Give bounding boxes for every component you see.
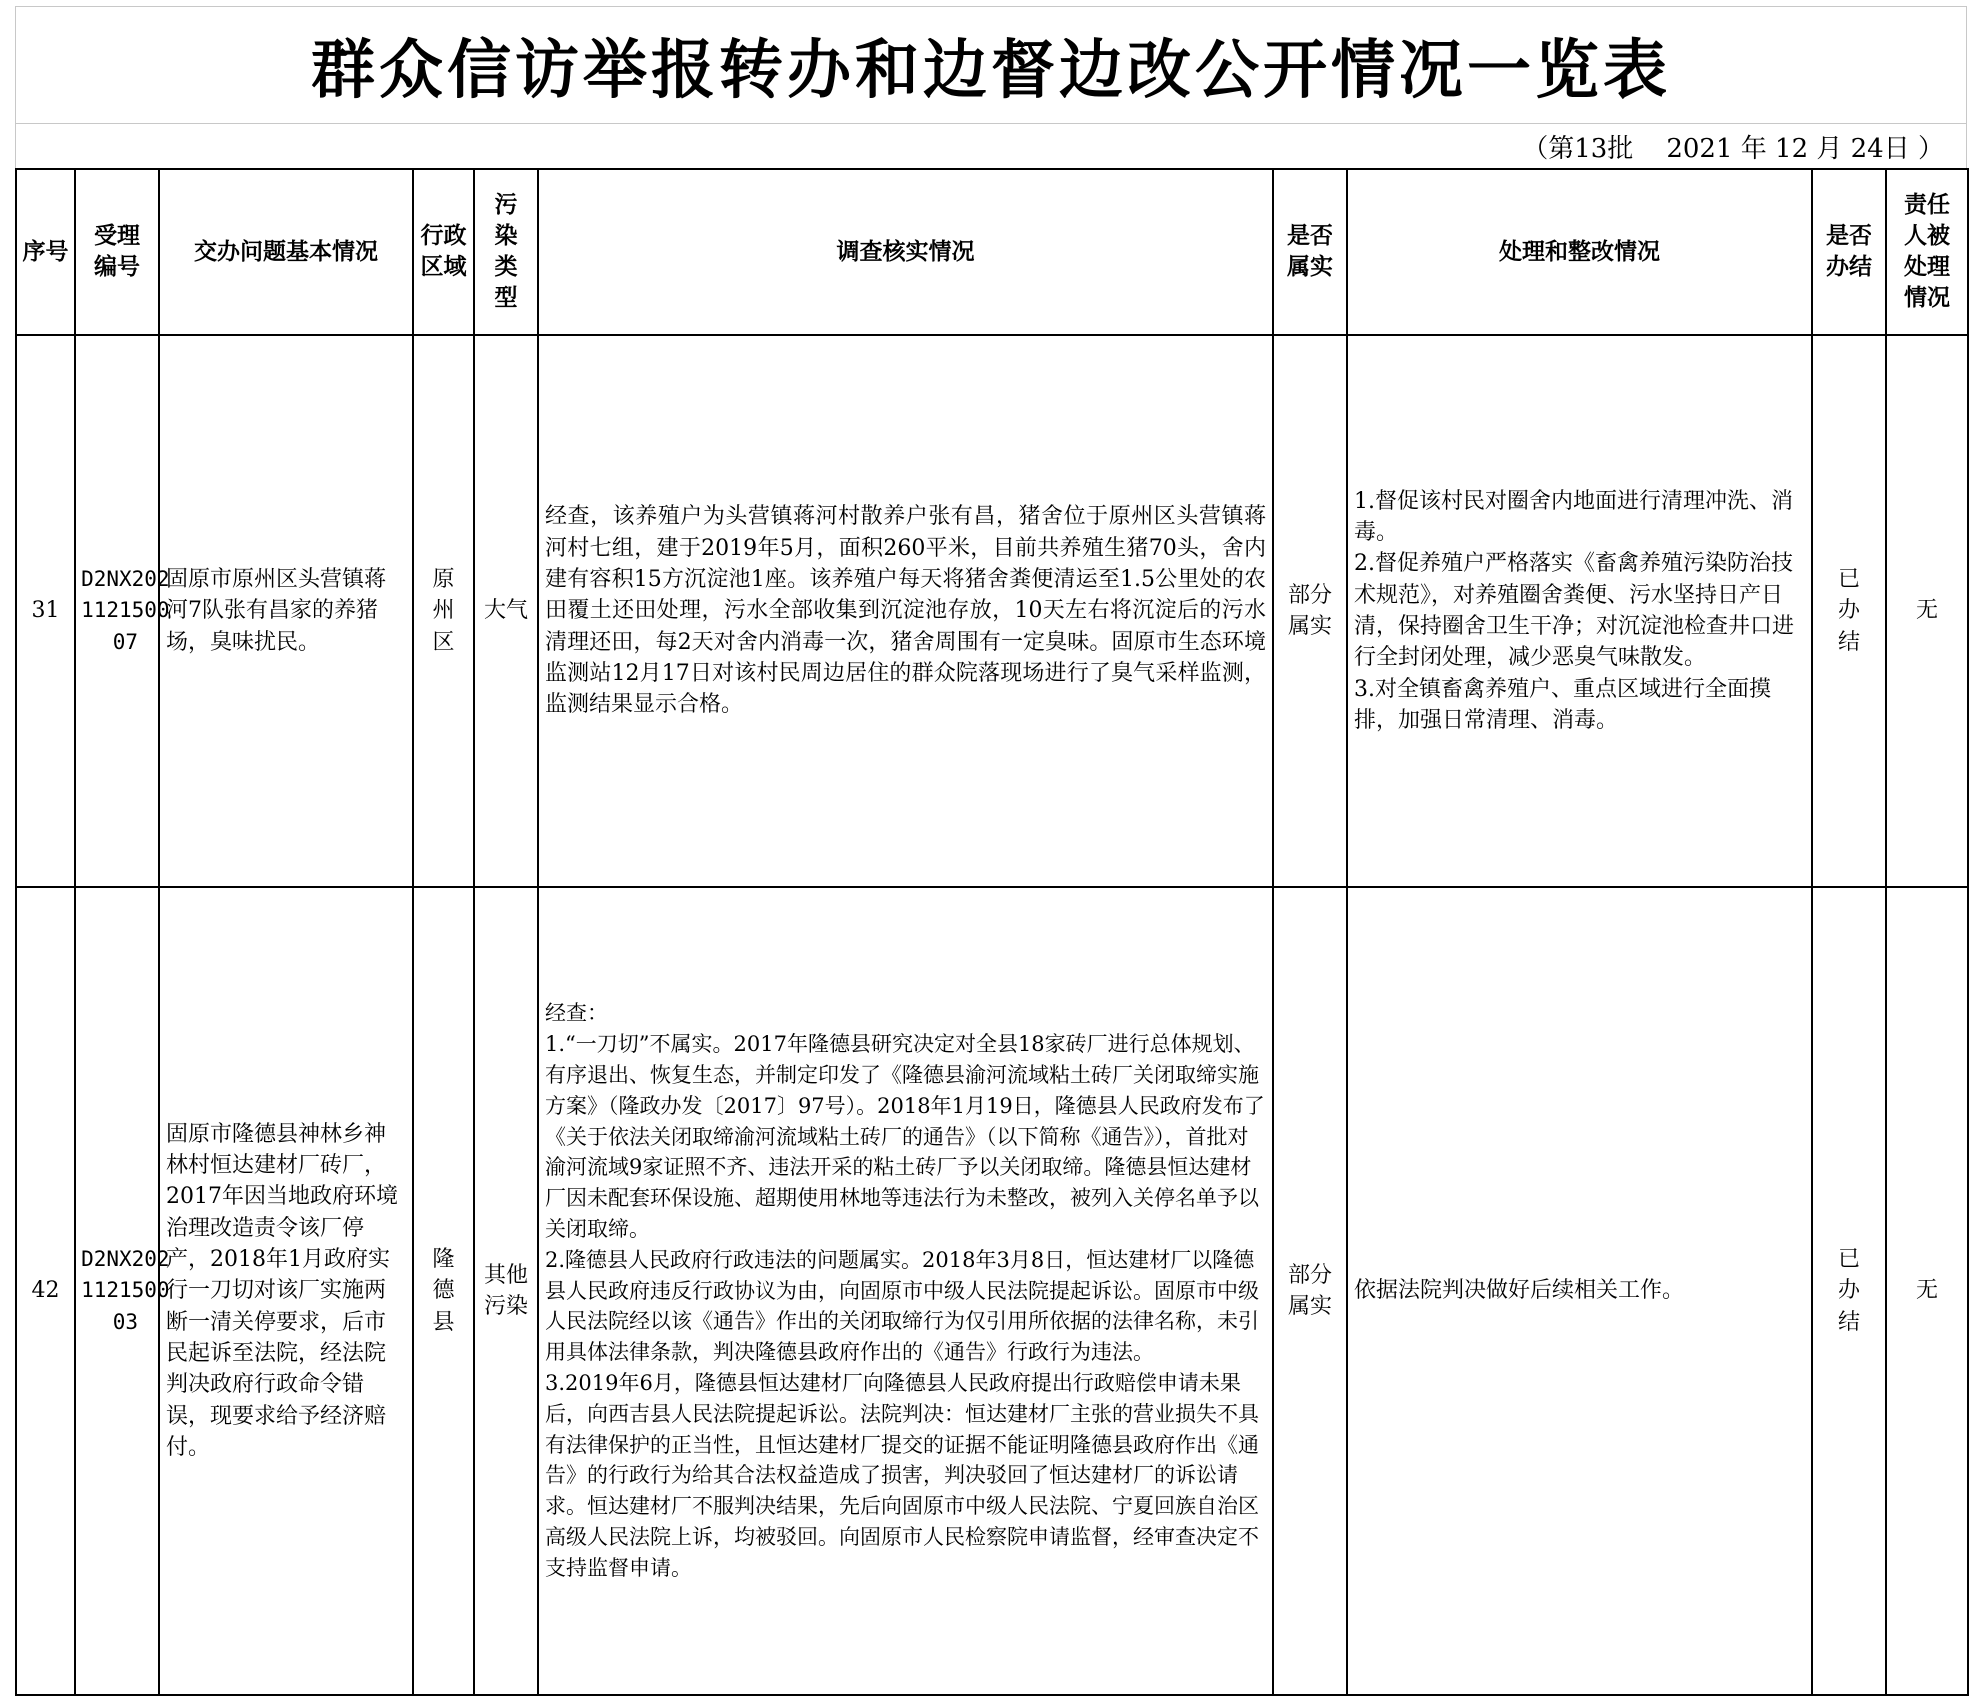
report-table (15, 168, 1969, 1696)
cell-district: 原州区 (413, 335, 474, 887)
cell-verified: 部分属实 (1273, 887, 1347, 1695)
cell-seq: 42 (16, 887, 75, 1695)
cell-seq: 31 (16, 335, 75, 887)
cell-investigation: 经查： 1.“一刀切”不属实。2017年隆德县研究决定对全县18家砖厂进行总体规划、有序退出、恢复生态，并制定印发了《隆德县渝河流域粘土砖厂关闭取缔实施方案》（隆政办发〔2017〕97号）。2018年1月19日，隆德县人民政府发布了《关于依法关闭取缔渝河流域粘土砖厂的通告》（以下简称《通告》），首批对渝河流域9家证照不齐、违法开采的粘土砖厂予以关闭取缔。隆德县恒达建材厂因未配套环保设施、超期使用林地等违法行为未整改，被列入关停名单予以关闭取缔。 2.隆德县人民政府行政违法的问题属实。2018年3月8日，恒达建材厂以隆德县人民政府违反行政协议为由，向固原市中级人民法院提起诉讼。固原市中级人民法院经以该《通告》作出的关闭取缔行为仅引用所依据的法律名称，未引用具体法律条款，判决隆德县政府作出的《通告》行政行为违法。 3.2019年6月，隆德县恒达建材厂向隆德县人民政府提出行政赔偿申请未果后，向西吉县人民法院提起诉讼。法院判决：恒达建材厂主张的营业损失不具有法律保护的正当性，且恒达建材厂提交的证据不能证明隆德县政府作出《通告》的行政行为给其合法权益造成了损害，判决驳回了恒达建材厂的诉讼请求。恒达建材厂不服判决结果，先后向固原市中级人民法院、宁夏回族自治区高级人民法院上诉，均被驳回。向固原市人民检察院申请监督，经审查决定不支持监督申请。 (538, 887, 1273, 1695)
header-investigation: 调查核实情况 (538, 169, 1273, 335)
cell-problem: 固原市原州区头营镇蒋河7队张有昌家的养猪场，臭味扰民。 (159, 335, 413, 887)
header-handling: 处理和整改情况 (1347, 169, 1812, 335)
page-title: 群众信访举报转办和边督边改公开情况一览表 (311, 34, 1671, 108)
header-verified: 是否属实 (1273, 169, 1347, 335)
cell-case-id: D2NX202112150003 (75, 887, 159, 1695)
cell-handling: 1.督促该村民对圈舍内地面进行清理冲洗、消毒。 2.督促养殖户严格落实《畜禽养殖污染防治技术规范》，对养殖圈舍粪便、污水坚持日产日清，保持圈舍卫生干净；对沉淀池检查井口进行全封闭处理，减少恶臭气味散发。 3.对全镇畜禽养殖户、重点区域进行全面摸排，加强日常清理、消毒。 (1347, 335, 1812, 887)
batch-date: （第13批 2021 年 12 月 24日 ） (1522, 133, 1944, 164)
cell-verified: 部分属实 (1273, 335, 1347, 887)
cell-closed: 已办结 (1812, 887, 1886, 1695)
header-seq: 序号 (16, 169, 75, 335)
table-row (16, 887, 1968, 1695)
sheet (15, 6, 1967, 1696)
cell-accountability: 无 (1886, 335, 1968, 887)
cell-closed: 已办结 (1812, 335, 1886, 887)
cell-problem: 固原市隆德县神林乡神林村恒达建材厂砖厂，2017年因当地政府环境治理改造责令该厂停产，2018年1月政府实行一刀切对该厂实施两断一清关停要求，后市民起诉至法院，经法院判决政府行政命令错误，现要求给予经济赔付。 (159, 887, 413, 1695)
cell-district: 隆德县 (413, 887, 474, 1695)
header-closed: 是否办结 (1812, 169, 1886, 335)
header-problem: 交办问题基本情况 (159, 169, 413, 335)
title-row (15, 6, 1967, 123)
header-accountability: 责任人被处理情况 (1886, 169, 1968, 335)
table-row (16, 335, 1968, 887)
cell-handling: 依据法院判决做好后续相关工作。 (1347, 887, 1812, 1695)
cell-investigation: 经查，该养殖户为头营镇蒋河村散养户张有昌，猪舍位于原州区头营镇蒋河村七组，建于2019年5月，面积260平米，目前共养殖生猪70头，舍内建有容积15方沉淀池1座。该养殖户每天将猪舍粪便清运至1.5公里处的农田覆土还田处理，污水全部收集到沉淀池存放，10天左右将沉淀后的污水清理还田，每2天对舍内消毒一次，猪舍周围有一定臭味。固原市生态环境监测站12月17日对该村民周边居住的群众院落现场进行了臭气采样监测，监测结果显示合格。 (538, 335, 1273, 887)
header-pollution: 污染类型 (474, 169, 538, 335)
batch-row (15, 123, 1967, 168)
cell-pollution: 其他污染 (474, 887, 538, 1695)
cell-case-id: D2NX202112150007 (75, 335, 159, 887)
cell-accountability: 无 (1886, 887, 1968, 1695)
cell-pollution: 大气 (474, 335, 538, 887)
header-row (16, 169, 1968, 335)
header-case-id: 受理编号 (75, 169, 159, 335)
header-district: 行政区域 (413, 169, 474, 335)
